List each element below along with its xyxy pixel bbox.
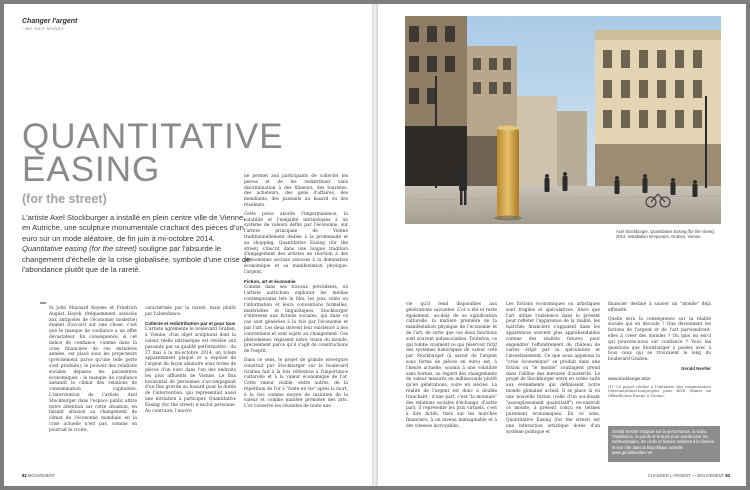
body-column-3 (244, 174, 348, 413)
street-photo (405, 16, 721, 224)
author-signature: Gerald Nestler (680, 365, 711, 371)
body-paragraph: Cette pièce aborde l'impermanence, la volatilité et l'inégalité intrinsèques à un système de valeurs défini par l'économie, sur l'artère principale de Vienne traditionnellement dédiée à la promenade et au shopping. Quantitative Easing (for the street) s'inscrit dans une longue tradition d'engagement des artistes en réaction à des phénomènes sociaux associés à la domination économique et sa manifestation physique, l'argent. (244, 211, 348, 275)
page-number: 82 (22, 473, 27, 478)
caption-text-1: Axel Stockburger, (616, 229, 650, 234)
body-paragraph: Comme dans ses travaux précédents, où l'artiste autrichien explorait les médias contemporains tels le film, les jeux vidéo ou l'information et leurs conventions formelles, matérielles et linguistiques, Stockburger s'intéresse aux fictions sociales, qui dans ce cas sont générées à la fois par l'économie et par l'art. Les deux doivent leur existence à des conventions et sont sujets au changement. Ces phénomènes régissent notre vision du monde, précisément parce qu'il s'agit de constructions de l'esprit. (244, 285, 348, 355)
right-page (378, 4, 746, 486)
body-column-2 (145, 306, 236, 417)
body-paragraph: vie qu'il rend disponibles aux générations suivantes. L'or a été et reste également, au-delà de sa signification culturelle, la matière première de la manifestation physique de l'économie et de l'art, de sorte que ces deux fonctions sont souvent indissociables. Toutefois, ce qui tombe vraiment ce qui réservoir fictif des systèmes historiques de valeur créé par Stockburger (à savoir de l'argent sous forme de pièces en euro) est, à l'heure actuelle, soumis à une volatilité sans bornes, au regard des changements de valeur mesurés en milliseconds plutôt qu'en générations, voire en siècles. La réalité de l'argent est donc à double tranchant : d'une part, c'est "la monnaie" des relations sociales d'échange, d'autre part, il représente les prix virtuels, c'est à dire fictifs, fixés sur les marchés financiers, à un niveau inimaginable et à des vitesses incroyables. (406, 302, 497, 429)
section-title: Changer l'argent (22, 18, 78, 25)
lead-text-2: souligne par l'absurde le changement d'échelle de la crise globalisée, symbole d'une crise de l'abondance plutôt que de la rareté. (22, 244, 251, 275)
article-title-line1: QUANTITATIVE (22, 117, 284, 156)
body-paragraph: L'artiste agrémente le boulevard Graben, à Vienne, d'un objet sculptural dont la valeur réelle intrinsèque est révélée aux passants par sa qualité performative : du 27 mai à la mi-octobre 2014, un totem apparemment plaqué or a expulsé de l'argent de façon aléatoire sous forme de pièces d'un euro dans l'un des endroits les plus affluents de Vienne. Le flux horizontal de personnes s'accompagnait d'un flux gravité au hasard pour la durée de l'intervention, qui représentait aussi une invitation à participer. Quantitative Easing (for the street) n'exclut personne. Au contraire, l'œuvre (145, 327, 236, 414)
body-subheading: Fiction, art et économie (244, 278, 296, 284)
section-subtitle: / WE SHIT MONEY (22, 26, 65, 31)
body-column-4 (406, 302, 497, 433)
body-paragraph: financier destiné à sauver un "monde" déjà effondré. (608, 302, 711, 313)
page-footer-right (648, 473, 730, 478)
article-title-line2: EASING (22, 150, 161, 189)
artist-url[interactable]: www.stockburger.at/pr (608, 375, 651, 381)
body-paragraph: Les fictions économiques ou artistiques sont fragiles et spéculatives. Alors que l'art utilise l'existence dans le présent pour refléter l'apparence de la réalité, les marchés financiers s'appuient dans les apparences souvent plus appréhendables comme des réalités futures pour engendrer l'effondrement du château de cartes érigé par la spéculation et l'investissement. Ce que nous appelons la "crise économique" se produit dans une fiction où "le monde" contingent prend dans l'abîme des mesures d'austérité. Le projet de Stockburger entre en scène suite aux événements qui définissent notre monde globalisé actuel. Il se place là où une nouvelle fiction (celle d'un soi-disant "assouplissement quantitatif") reconstruit ce monde, à présent conçu en termes purement économiques. En ce sens, Quantitative Easing (for the street) est une interaction artistique dotée d'un système politique et (506, 302, 600, 435)
left-page (4, 4, 372, 486)
street-photo-image (405, 16, 721, 224)
page-footer-left (22, 473, 55, 478)
article-title-subtitle: (for the street) (22, 192, 107, 206)
body-subheading: Collecte et redistribution par et pour tous (145, 320, 236, 326)
body-paragraph: Dans ce sens, le projet de grande envergure construit par Stockburger sur le boulevard Graben fait à la fois référence à l'importance culturelle et à la valeur économique de l'or. Cette valeur visible, entre autres, de la répétition de l'or à "fonte en vie" après la mort, à la fois comme moyen de maintien de la valeur et comme matière première des arts. L'or conserve les réussites de toute une (244, 357, 348, 410)
body-paragraph: Si John Maynard Keynes et Friedrich August Hayek (fréquemment associés aux antipodes de l'économie moderne) étaient d'accord sur une chose, c'est que le manque de confiance a un effet dévastateur. En conséquence, si cet indice de confiance, comme dans la crise financière de ces dernières années, est placé sous les projecteurs (précisément parce qu'une telle perte s'est produite), le pouvoir des relations sociales dépasse les paramètres économiques : le manque de confiance anéantit le climat des relations de consommation capitaliste. L'intervention de l'artiste Axel Stockburger dans l'espace public attire notre attention sur cette situation, en faisant allusion au changement de climat de l'économie mondiale en la crise actuelle n'est pas, comme on pourrait le croire, (49, 306, 137, 433)
photo-caption (616, 229, 724, 240)
footnote: (1) Un projet réalisé à l'initiative des commissaires Museum/Kunst.bauprojekt pour KÖR (Kunst im Öffentlichen Raum) à Vienne. (608, 383, 711, 399)
body-column-1 (49, 306, 137, 437)
body-column-6 (608, 302, 711, 399)
article-lead (22, 213, 252, 275)
running-footer: CHANGER L'ARGENT — MOUVEMENT (647, 473, 725, 478)
magazine-name: MOUVEMENT (27, 473, 56, 478)
caption-text-2: , 2014. Installation temporaire, Graben, Vienne. (616, 229, 715, 240)
paragraph-marker (40, 302, 46, 304)
author-bio-box (608, 426, 720, 462)
body-paragraph: ne permet aux participants de collecter les pièces et de les redistribuer sans discrimination à des flâneurs, des touristes, des acheteurs, des gens d'affaires, des mendiants, des passants au hasard ou des résidents. (244, 174, 348, 208)
lead-text-1: L'artiste Axel Stockburger a installé en plein centre ville de Vienne, en Autriche, une sculpture monumentale crachant des pièces d'un euro sur un mode aléatoire, de fin juin à mi-octobre 2014. (22, 213, 246, 243)
body-paragraph: Quelle sera la conséquence sur la réalité sociale qui en découle ? Que deviennent les fictions de l'argent et de l'art parviendront-elles à créer des mondes ? Ou quoi en est-il qui pouvons-nous sur confiance ? Voici les questions que Stockburger a posées avec à tous ceux qui se trouvaient le long du boulevard Graben. (608, 316, 711, 363)
section-header (22, 18, 77, 31)
body-paragraph: caractérisée par la rareté, mais plutôt par l'abondance. (145, 306, 236, 317)
author-bio-text: Gerald Nestler s'appuie sur la performance, la vidéo, l'installation, la parole et le texte pour questionner les méthodologies, les récits et fictions relatives à la finance et leur rôle dans la biopolitique actuelle. www.geraldnestler.net (612, 429, 714, 455)
lead-italic-title: Quantitative easing (for the street) (22, 244, 137, 254)
page-number: 83 (725, 473, 730, 478)
caption-italic-title: Quantitative Easing (for the street) (649, 229, 714, 234)
body-column-5 (506, 302, 600, 438)
